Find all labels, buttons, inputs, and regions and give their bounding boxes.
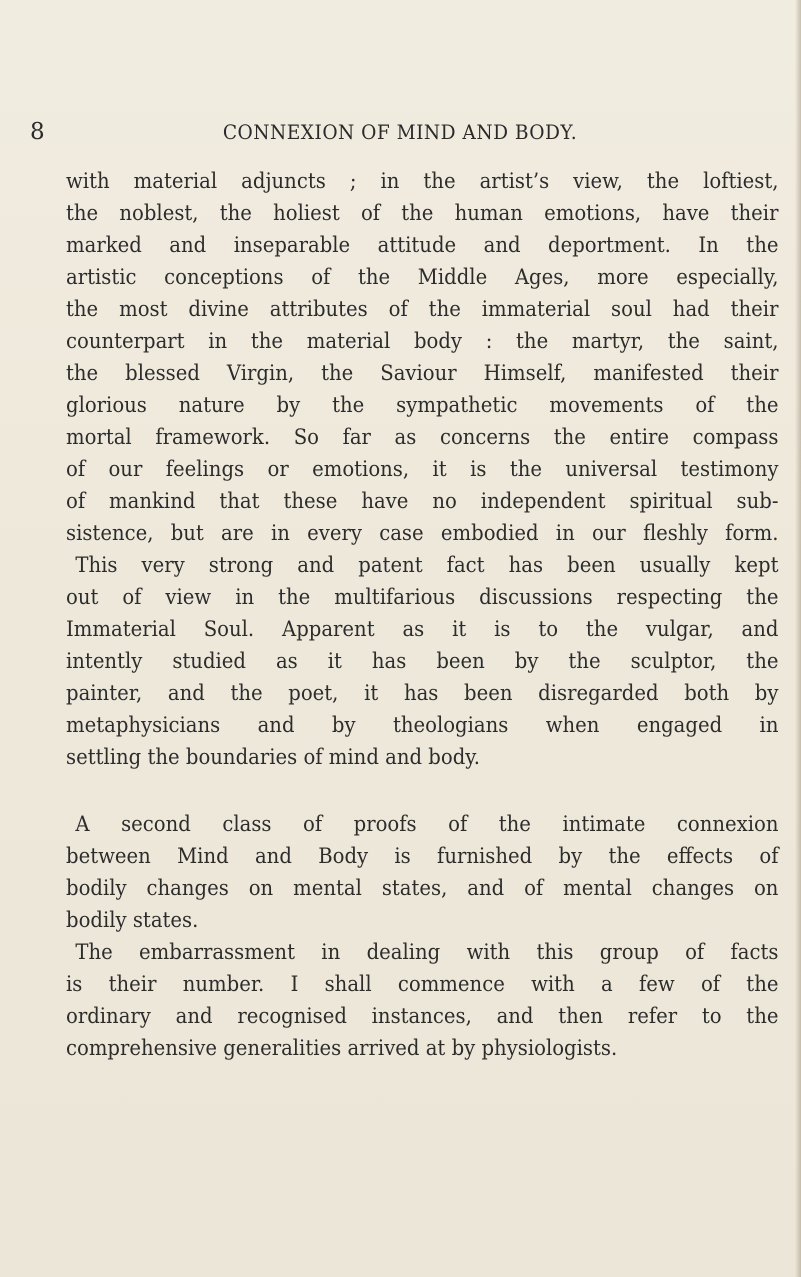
running-title: CONNEXION OF MIND AND BODY. <box>222 120 578 144</box>
text-line: artistic conceptions of the Middle Ages, more especially, <box>66 265 779 289</box>
text-line: the blessed Virgin, the Saviour Himself, manifested their <box>66 361 779 385</box>
text-line: sistence, but are in every case embodied in our fleshly form. <box>66 521 779 545</box>
text-line: counterpart in the material body : the martyr, the saint, <box>66 329 779 353</box>
text-line: is their number. I shall commence with a few of the <box>66 972 779 996</box>
running-head <box>30 118 770 146</box>
text-line: comprehensive generalities arrived at by physiologists. <box>66 1036 618 1060</box>
text-line: with material adjuncts ; in the artist’s view, the loftiest, <box>66 169 779 193</box>
text-line: out of view in the multifarious discussions respecting the <box>66 585 779 609</box>
text-line: the noblest, the holiest of the human emotions, have their <box>66 201 779 225</box>
text-line: the most divine attributes of the immaterial soul had their <box>66 297 779 321</box>
text-line: between Mind and Body is furnished by the effects of <box>66 844 779 868</box>
text-line: glorious nature by the sympathetic movements of the <box>66 393 779 417</box>
text-line: The embarrassment in dealing with this group of facts <box>75 940 779 964</box>
page-edge-shadow <box>795 0 801 1277</box>
text-line: settling the boundaries of mind and body. <box>66 745 480 769</box>
text-line: bodily states. <box>66 908 199 932</box>
paragraph-gap <box>66 773 778 808</box>
text-line: of our feelings or emotions, it is the universal testimony <box>66 457 779 481</box>
text-line: mortal framework. So far as concerns the entire compass <box>66 425 779 449</box>
text-line: intently studied as it has been by the sculptor, the <box>66 649 779 673</box>
text-line: A second class of proofs of the intimate connexion <box>75 812 779 836</box>
text-line: bodily changes on mental states, and of mental changes on <box>66 876 779 900</box>
text-line: painter, and the poet, it has been disregarded both by <box>66 681 779 705</box>
text-line: metaphysicians and by theologians when engaged in <box>66 713 779 737</box>
page-number: 8 <box>30 119 45 145</box>
body-text <box>66 165 778 1064</box>
text-line: This very strong and patent fact has been usually kept <box>75 553 779 577</box>
text-line: Immaterial Soul. Apparent as it is to the vulgar, and <box>66 617 779 641</box>
text-line: of mankind that these have no independent spiritual sub- <box>66 489 779 513</box>
text-line: marked and inseparable attitude and deportment. In the <box>66 233 779 257</box>
text-line: ordinary and recognised instances, and then refer to the <box>66 1004 779 1028</box>
